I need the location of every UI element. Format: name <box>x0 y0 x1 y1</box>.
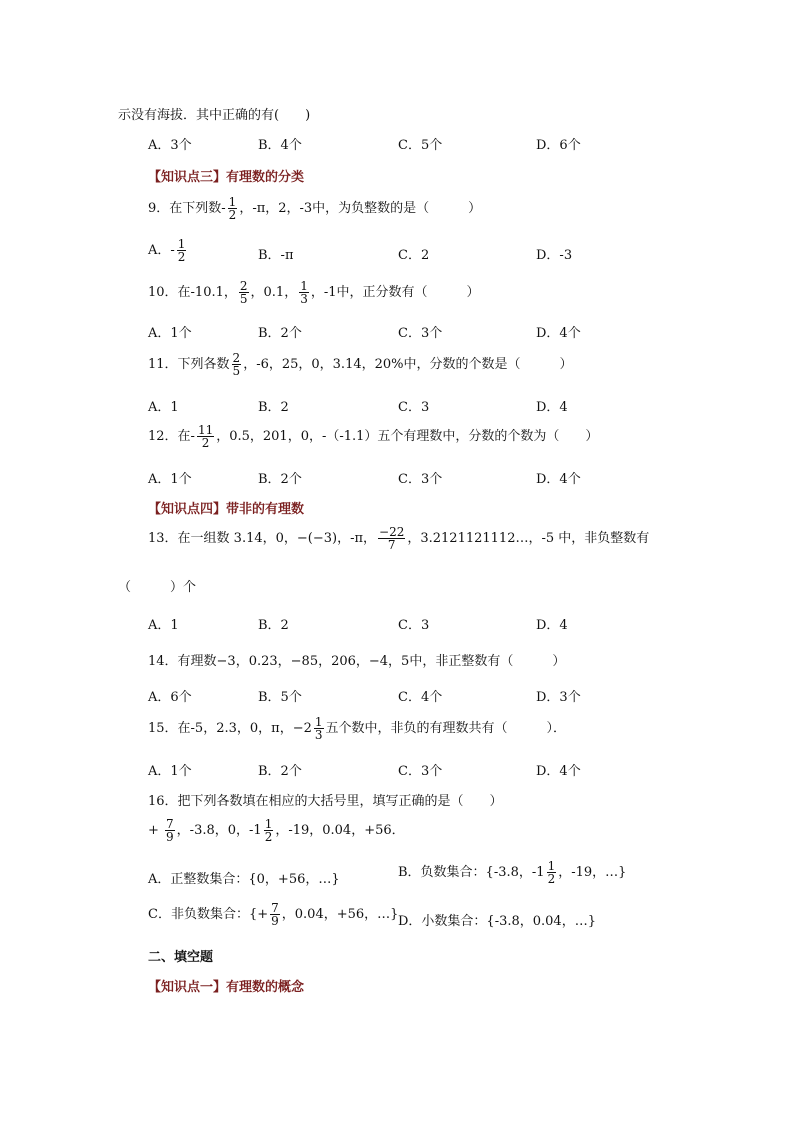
question-14: 14．有理数−3，0.23，−85，206，−4，5中，非正整数有（ ） <box>148 654 566 669</box>
option-b: B．4个 <box>258 138 302 153</box>
option-d: D．6个 <box>536 138 581 153</box>
option-b: B．-π <box>258 248 294 263</box>
option-c: C．3个 <box>398 472 443 487</box>
option-d: D．4个 <box>536 764 581 779</box>
option-a: A．1 <box>148 400 179 415</box>
fraction: $\frac{-22}{7}$ <box>379 525 405 552</box>
question-15: 15．在-5，2.3，0，π，−2 $\frac{1}{3}$ 五个数中，非负的有理数共有（ ）． <box>148 715 567 742</box>
option-b: B．2 <box>258 400 289 415</box>
section-heading-3: 【知识点三】有理数的分类 <box>148 170 305 185</box>
fraction: $\frac{1}{2}$ <box>177 237 186 264</box>
option-a: A．- $\frac{1}{2}$ <box>148 237 186 264</box>
q9-text-a: 9．在下列数- <box>148 201 226 216</box>
fraction: $\frac{1}{2}$ <box>228 195 237 222</box>
fraction: $\frac{1}{2}$ <box>264 817 273 844</box>
option-d: D．3个 <box>536 690 581 705</box>
fraction: $\frac{1}{3}$ <box>300 279 308 306</box>
question-13: 13．在一组数 3.14，0，−(−3)，-π， $\frac{-22}{7}$ ，3.2121121112…，-5 中，非负整数有 <box>148 525 650 552</box>
option-c: C．5个 <box>398 138 443 153</box>
fraction: $\frac{1}{3}$ <box>314 715 323 742</box>
option-a: A．1 <box>148 618 179 633</box>
question-10: 10．在-10.1， $\frac{2}{5}$ ，0.1， $\frac{1}{3}$ ，-1中，正分数有（ ） <box>148 279 480 306</box>
fraction: $\frac{2}{5}$ <box>239 279 248 306</box>
option-c: C．3 <box>398 618 430 633</box>
option-a: A．正整数集合：{0，+56，…} <box>148 872 340 887</box>
option-c: C．2 <box>398 248 430 263</box>
option-a: A．6个 <box>148 690 192 705</box>
option-d: D．4个 <box>536 326 581 341</box>
question-16-numbers: + $\frac{7}{9}$ ，-3.8，0，-1 $\frac{1}{2}$ ，-19，0.04，+56． <box>148 817 405 844</box>
option-c: C．3 <box>398 400 430 415</box>
option-a: A．1个 <box>148 326 192 341</box>
option-d: D．4 <box>536 618 568 633</box>
option-c: C．4个 <box>398 690 443 705</box>
question-8-tail: 示没有海拔．其中正确的有( ) <box>118 108 311 123</box>
option-b: B．2 <box>258 618 289 633</box>
option-b: B．2个 <box>258 472 302 487</box>
question-11: 11．下列各数 $\frac{2}{5}$ ，-6，25，0，3.14，20%中，分数的个数是（ ） <box>148 351 573 378</box>
option-b: B．5个 <box>258 690 302 705</box>
option-d: D．4个 <box>536 472 581 487</box>
option-d: D．-3 <box>536 248 573 263</box>
q9-text-b: ，-π，2，-3中，为负整数的是（ ） <box>239 201 482 216</box>
option-b: B．2个 <box>258 326 302 341</box>
section-title-fill-in: 二、填空题 <box>148 950 214 965</box>
fraction: $\frac{1}{2}$ <box>547 859 556 886</box>
fraction: $\frac{7}{9}$ <box>166 817 174 844</box>
option-c: C．非负数集合：{+ $\frac{7}{9}$ ，0.04，+56，…} <box>148 901 399 928</box>
fraction: $\frac{7}{9}$ <box>271 901 279 928</box>
option-d: D．小数集合：{-3.8，0.04，…} <box>398 914 596 929</box>
question-13-blank: （ ）个 <box>118 580 197 595</box>
option-c: C．3个 <box>398 326 443 341</box>
option-b: B．2个 <box>258 764 302 779</box>
fraction: $\frac{11}{2}$ <box>197 423 214 450</box>
question-9 <box>148 196 481 221</box>
section-heading-1: 【知识点一】有理数的概念 <box>148 980 305 995</box>
option-c: C．3个 <box>398 764 443 779</box>
option-a: A．3个 <box>148 138 192 153</box>
section-heading-4: 【知识点四】带非的有理数 <box>148 502 305 517</box>
fraction: $\frac{2}{5}$ <box>232 351 241 378</box>
option-b: B．负数集合：{-3.8，-1 $\frac{1}{2}$ ，-19，…} <box>398 859 627 886</box>
option-a: A．1个 <box>148 764 192 779</box>
option-a: A．1个 <box>148 472 192 487</box>
question-16: 16．把下列各数填在相应的大括号里，填写正确的是（ ） <box>148 794 503 809</box>
question-12: 12．在- $\frac{11}{2}$ ，0.5，201，0，-（-1.1）五个有理数中，分数的个数为（ ） <box>148 423 599 450</box>
option-d: D．4 <box>536 400 568 415</box>
